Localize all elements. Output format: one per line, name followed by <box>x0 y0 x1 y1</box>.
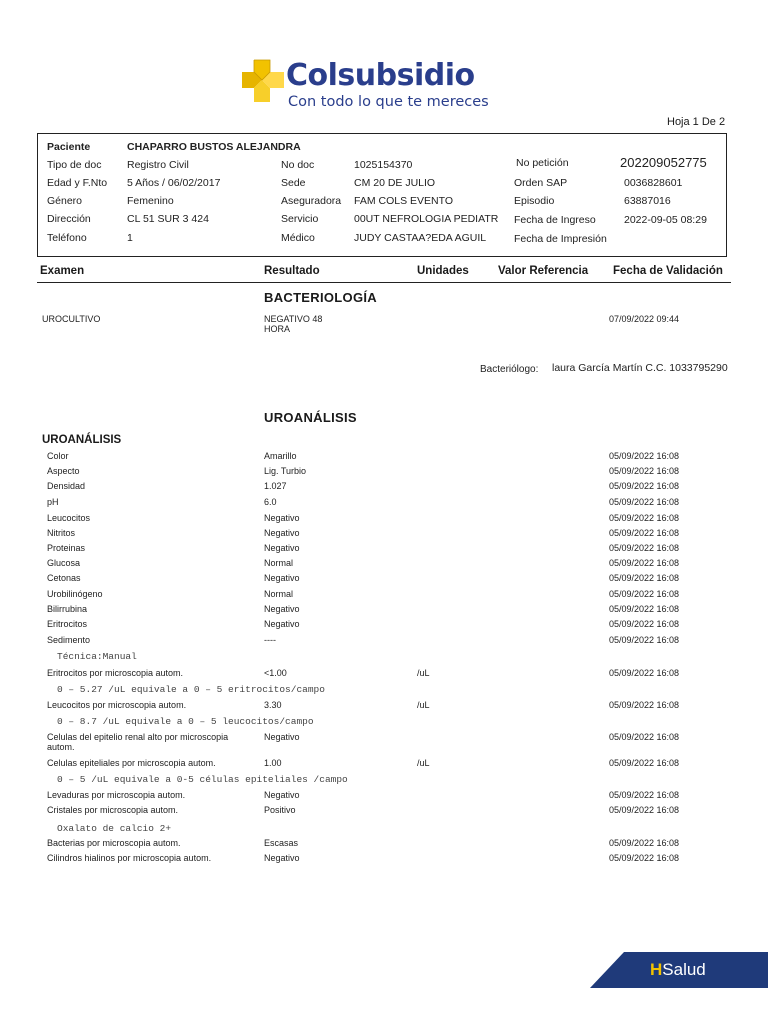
genero-label: Género <box>47 195 83 207</box>
row-result: Amarillo <box>264 451 297 461</box>
row-date: 05/09/2022 16:08 <box>609 528 680 538</box>
edad-label: Edad y F.Nto <box>47 177 108 189</box>
row-result: Negativo <box>264 604 300 614</box>
micro-row-name: Cilindros hialinos por microscopia autom. <box>47 853 212 863</box>
micro-row-result: Positivo <box>264 805 296 815</box>
logo-mark-icon <box>240 58 286 104</box>
medico-label: Médico <box>281 232 315 244</box>
row-result: ---- <box>264 635 276 645</box>
direccion-label: Dirección <box>47 213 91 225</box>
row-name: Cetonas <box>47 573 81 583</box>
micro-row-result: Negativo <box>264 732 300 742</box>
row-date: 05/09/2022 16:08 <box>609 635 680 645</box>
sede-value: CM 20 DE JULIO <box>354 177 436 189</box>
row-date: 05/09/2022 16:08 <box>609 513 680 523</box>
micro-row-name: Celulas del epitelio renal alto por microscopia <box>47 732 229 742</box>
row-name: Densidad <box>47 481 86 491</box>
row-name: Aspecto <box>47 466 80 476</box>
salud-logo-text <box>650 960 706 980</box>
row-date: 05/09/2022 16:08 <box>609 589 680 599</box>
row-result: Negativo <box>264 573 300 583</box>
micro-row-date: 05/09/2022 16:08 <box>609 700 680 710</box>
row-result: Negativo <box>264 619 300 629</box>
fecha-impresion-label: Fecha de Impresión <box>514 233 607 245</box>
bacteriologo-name: laura García Martín C.C. 1033795290 <box>552 362 728 374</box>
orden-sap-value: 0036828601 <box>624 177 683 189</box>
servicio-value: 00UT NEFROLOGIA PEDIATR <box>354 213 499 225</box>
row-date: 05/09/2022 16:08 <box>609 481 680 491</box>
micro-row-unit: /uL <box>417 668 430 678</box>
row-date: 05/09/2022 16:08 <box>609 619 680 629</box>
episodio-label: Episodio <box>514 195 555 207</box>
bacteriologo-label: Bacteriólogo: <box>480 364 539 375</box>
brand-name: Colsubsidio <box>286 58 475 93</box>
row-date: 05/09/2022 16:08 <box>609 497 680 507</box>
no-doc-value: 1025154370 <box>354 159 413 171</box>
subsection-uroanalisis: UROANÁLISIS <box>42 434 122 446</box>
orden-sap-label: Orden SAP <box>514 177 568 189</box>
episodio-value: 63887016 <box>624 195 671 207</box>
colsubsidio-logo <box>240 56 510 116</box>
page-number: Hoja 1 De 2 <box>667 116 726 128</box>
micro-row-unit: /uL <box>417 758 430 768</box>
row-date: 05/09/2022 16:08 <box>609 466 680 476</box>
telefono-label: Teléfono <box>47 232 87 244</box>
medico-value: JUDY CASTAA?EDA AGUIL <box>354 232 487 244</box>
header-unidades: Unidades <box>417 265 469 277</box>
telefono-value: 1 <box>127 232 133 244</box>
row-date: 05/09/2022 16:08 <box>609 558 680 568</box>
micro-row-date: 05/09/2022 16:08 <box>609 838 680 848</box>
note-oxalato: Oxalato de calcio 2+ <box>57 823 172 834</box>
micro-row-result: Negativo <box>264 790 300 800</box>
brand-tagline: Con todo lo que te mereces <box>288 94 489 110</box>
row-name: Leucocitos <box>47 513 91 523</box>
row-name: pH <box>47 497 59 507</box>
patient-info-box <box>37 133 727 257</box>
micro-row-result: <1.00 <box>264 668 287 678</box>
urocultivo-result-line1: NEGATIVO 48 <box>264 314 323 324</box>
aseguradora-label: Aseguradora <box>281 195 342 207</box>
servicio-label: Servicio <box>281 213 319 225</box>
row-result: Negativo <box>264 513 300 523</box>
row-name: Sedimento <box>47 635 91 645</box>
header-divider <box>37 282 731 283</box>
urocultivo-date: 07/09/2022 09:44 <box>609 314 680 324</box>
header-fecha-validacion: Fecha de Validación <box>613 265 723 277</box>
micro-row-name: Cristales por microscopia autom. <box>47 805 179 815</box>
row-result: 1.027 <box>264 481 287 491</box>
micro-row-name: Leucocitos por microscopia autom. <box>47 700 187 710</box>
aseguradora-value: FAM COLS EVENTO <box>354 195 453 207</box>
row-name: Urobilinógeno <box>47 589 103 599</box>
row-result: Normal <box>264 558 294 568</box>
urocultivo-result-line2: HORA <box>264 324 291 334</box>
row-result: Negativo <box>264 528 300 538</box>
salud-badge <box>590 952 768 988</box>
micro-row-date: 05/09/2022 16:08 <box>609 668 680 678</box>
micro-row-date: 05/09/2022 16:08 <box>609 853 680 863</box>
micro-row-date: 05/09/2022 16:08 <box>609 790 680 800</box>
sede-label: Sede <box>281 177 306 189</box>
fecha-ingreso-label: Fecha de Ingreso <box>514 214 596 226</box>
section-uroanalisis: UROANÁLISIS <box>264 410 357 425</box>
row-name: Glucosa <box>47 558 81 568</box>
paciente-value: CHAPARRO BUSTOS ALEJANDRA <box>127 141 301 153</box>
header-valor-referencia: Valor Referencia <box>498 265 589 277</box>
tipo-doc-value: Registro Civil <box>127 159 189 171</box>
micro-row-name: Celulas epiteliales por microscopia autom. <box>47 758 216 768</box>
row-date: 05/09/2022 16:08 <box>609 604 680 614</box>
note-leucocitos: 0 – 8.7 /uL equivale a 0 – 5 leucocitos/campo <box>57 716 314 727</box>
edad-value: 5 Años / 06/02/2017 <box>127 177 221 189</box>
micro-row-unit: /uL <box>417 700 430 710</box>
micro-row-result: 3.30 <box>264 700 282 710</box>
micro-row-name: Eritrocitos por microscopia autom. <box>47 668 184 678</box>
salud-h-icon: H <box>650 960 663 979</box>
tipo-doc-label: Tipo de doc <box>47 159 102 171</box>
row-result: Normal <box>264 589 294 599</box>
row-result: Lig. Turbio <box>264 466 307 476</box>
genero-value: Femenino <box>127 195 174 207</box>
micro-row-date: 05/09/2022 16:08 <box>609 805 680 815</box>
note-tecnica: Técnica:Manual <box>57 651 137 662</box>
micro-row-name: Levaduras por microscopia autom. <box>47 790 186 800</box>
note-celulas: 0 – 5 /uL equivale a 0-5 células epiteliales /campo <box>57 774 348 785</box>
row-name: Color <box>47 451 69 461</box>
direccion-value: CL 51 SUR 3 424 <box>127 213 209 225</box>
row-date: 05/09/2022 16:08 <box>609 543 680 553</box>
no-peticion-label: No petición <box>516 157 569 169</box>
row-result: 6.0 <box>264 497 277 507</box>
micro-row-result: 1.00 <box>264 758 282 768</box>
urocultivo-name: UROCULTIVO <box>42 314 101 324</box>
micro-row-date: 05/09/2022 16:08 <box>609 758 680 768</box>
note-eritrocitos: 0 – 5.27 /uL equivale a 0 – 5 eritrocitos/campo <box>57 684 325 695</box>
row-name: Bilirrubina <box>47 604 88 614</box>
section-bacteriologia: BACTERIOLOGÍA <box>264 290 377 305</box>
row-date: 05/09/2022 16:08 <box>609 451 680 461</box>
header-resultado: Resultado <box>264 265 320 277</box>
row-name: Eritrocitos <box>47 619 88 629</box>
header-examen: Examen <box>40 265 85 277</box>
no-peticion-value: 202209052775 <box>620 155 707 170</box>
no-doc-label: No doc <box>281 159 315 171</box>
micro-row-name-line2: autom. <box>47 742 75 752</box>
micro-row-result: Negativo <box>264 853 300 863</box>
row-date: 05/09/2022 16:08 <box>609 573 680 583</box>
row-result: Negativo <box>264 543 300 553</box>
row-name: Proteinas <box>47 543 86 553</box>
micro-row-date: 05/09/2022 16:08 <box>609 732 680 742</box>
fecha-ingreso-value: 2022-09-05 08:29 <box>624 214 707 226</box>
micro-row-result: Escasas <box>264 838 299 848</box>
salud-label: Salud <box>662 960 706 979</box>
micro-row-name: Bacterias por microscopia autom. <box>47 838 181 848</box>
paciente-label: Paciente <box>47 141 91 153</box>
row-name: Nitritos <box>47 528 76 538</box>
